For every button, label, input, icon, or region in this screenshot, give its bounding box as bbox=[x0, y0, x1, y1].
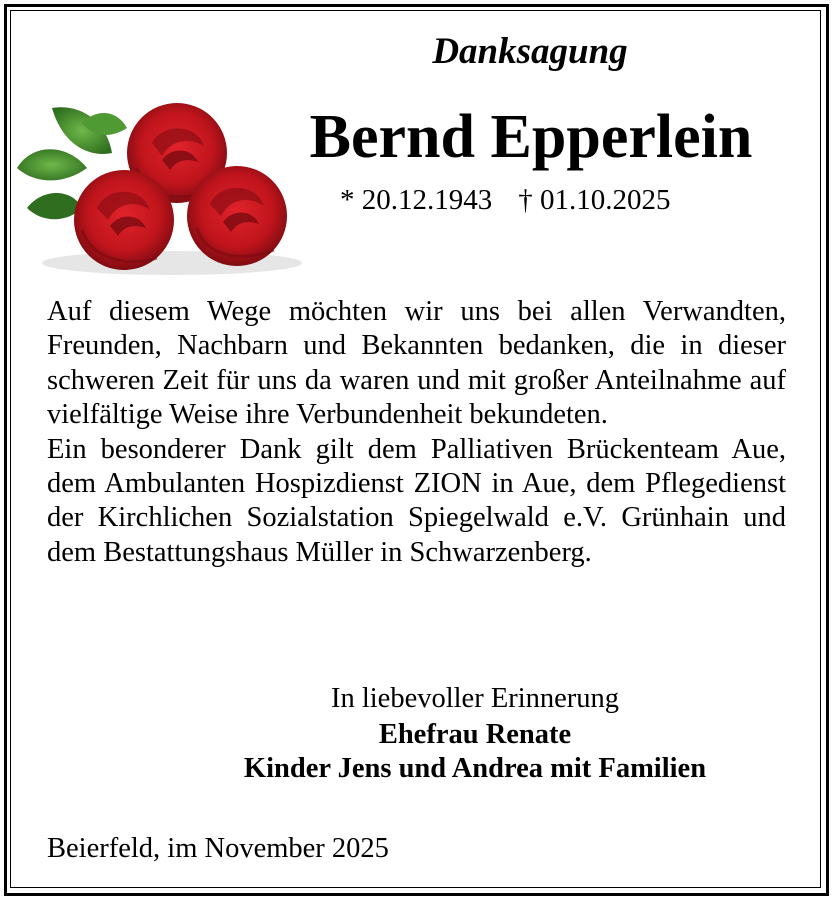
place-and-date: Beierfeld, im November 2025 bbox=[47, 833, 389, 864]
deceased-name: Bernd Epperlein bbox=[309, 103, 753, 171]
paragraph-relatives: Auf diesem Wege möchten wir uns bei allen Verwandten, Freunden, Nachbarn und Bekannten bedanken, die in dieser schweren Zeit für uns da waren und mit großer Anteilnahme auf vielfältige Weise ihre Verbundenheit bekundeten. bbox=[47, 296, 786, 431]
life-dates bbox=[340, 182, 740, 218]
birth-date: * 20.12.1943 bbox=[340, 184, 493, 216]
red-roses-image bbox=[12, 98, 302, 278]
signature-children: Kinder Jens und Andrea mit Familien bbox=[243, 753, 707, 784]
thank-you-text bbox=[47, 295, 786, 570]
signature-wife: Ehefrau Renate bbox=[378, 719, 572, 750]
closing-intro: In liebevoller Erinnerung bbox=[330, 683, 620, 714]
death-date: † 01.10.2025 bbox=[518, 184, 671, 216]
notice-heading: Danksagung bbox=[432, 31, 628, 72]
paragraph-services: Ein besonderer Dank gilt dem Palliativen Brückenteam Aue, dem Ambulanten Hospizdienst ZION in Aue, dem Pflegedienst der Kirchlichen Sozialstation Spiegelwald e.V. Grünhain und dem Bestattungshaus Müller in Schwarzenberg. bbox=[47, 433, 786, 568]
